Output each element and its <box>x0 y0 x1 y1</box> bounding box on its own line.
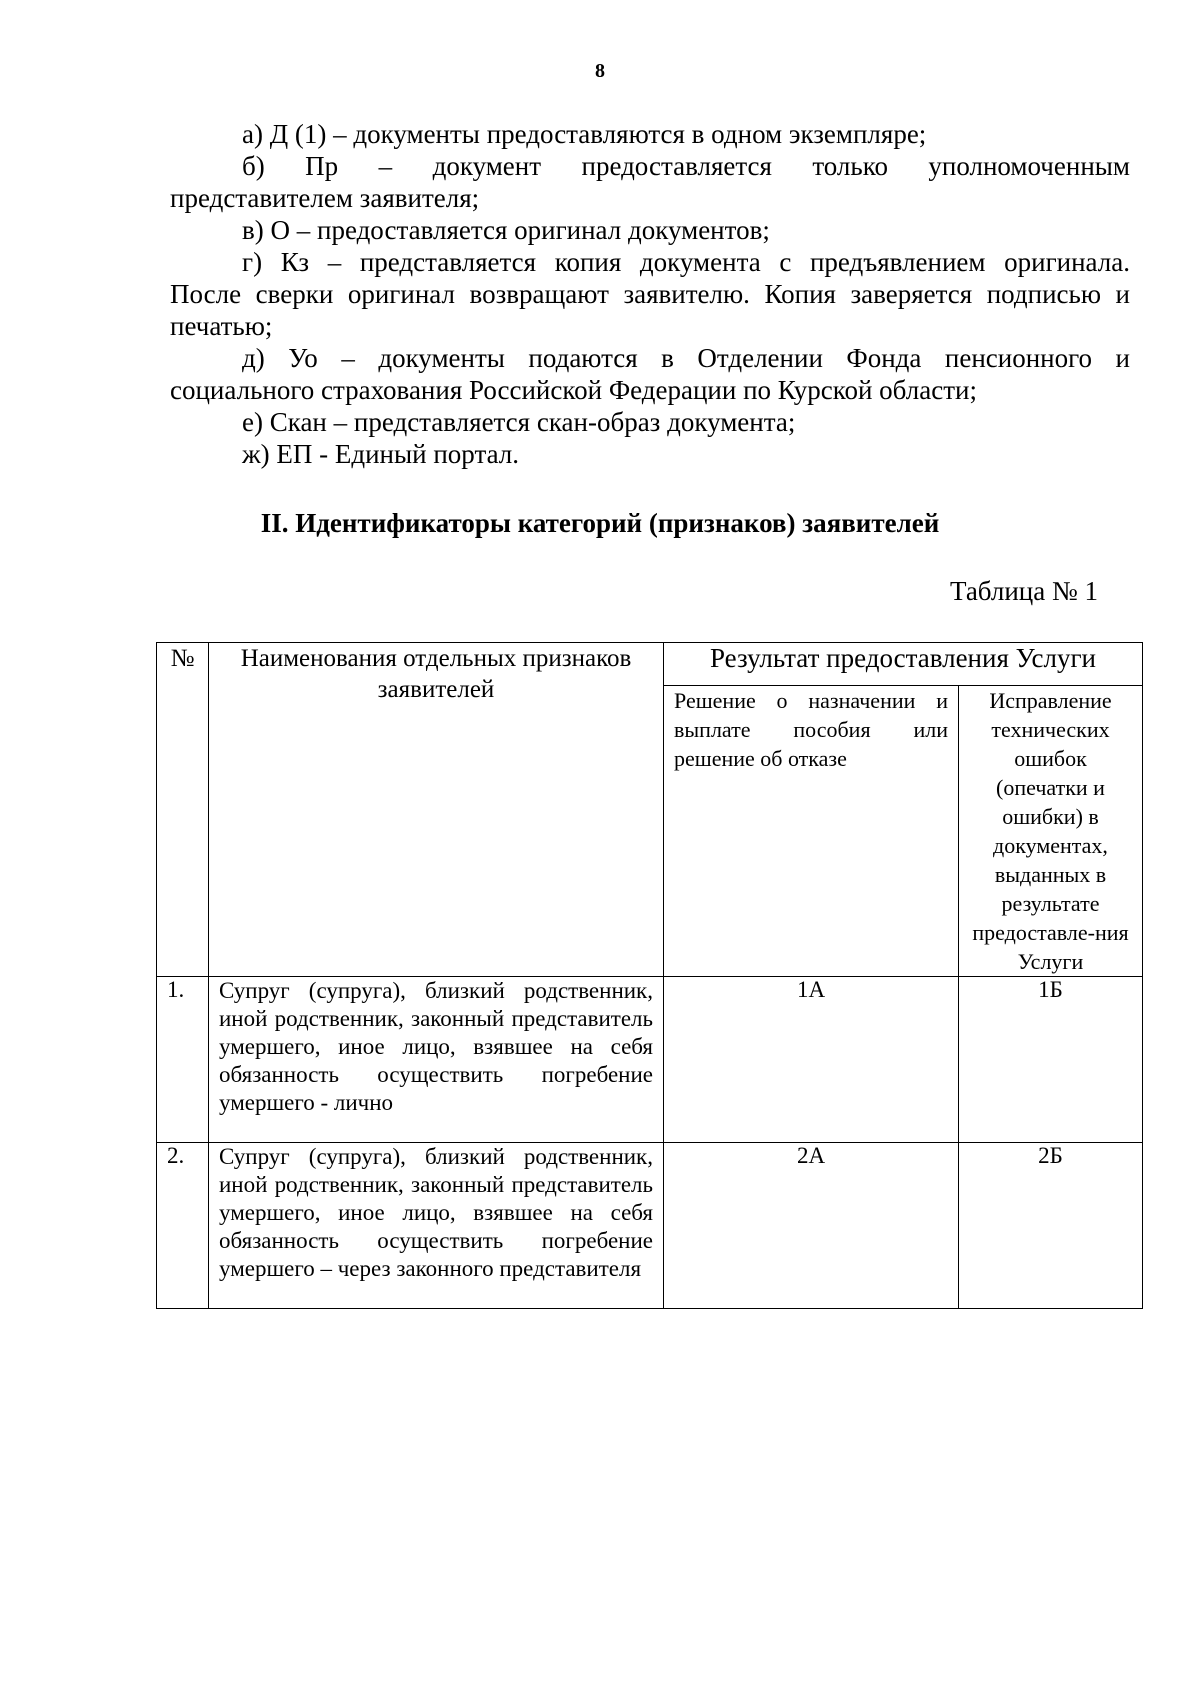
row-code-col1: 1А <box>664 977 959 1143</box>
table-caption: Таблица № 1 <box>950 576 1098 606</box>
section-title: II. Идентификаторы категорий (признаков) заявителей <box>260 508 940 538</box>
table-header-row <box>157 643 1143 686</box>
header-result-col1: Решение о назначении и выплате пособия или решение об отказе <box>664 686 959 977</box>
applicant-categories-table <box>156 642 1143 1309</box>
legend-item-a: а) Д (1) – документы предоставляются в одном экземпляре; <box>242 119 927 149</box>
row-description: Супруг (супруга), близкий родственник, иной родственник, законный представитель умершего, иное лицо, взявшее на себя обязанность осуществить погребение умершего – через законного представителя <box>209 1143 664 1309</box>
legend-item-zh: ж) ЕП - Единый портал. <box>242 439 520 469</box>
legend-item-e: е) Скан – представляется скан-образ документа; <box>242 407 796 437</box>
row-code-col1: 2А <box>664 1143 959 1309</box>
row-number: 1. <box>157 977 209 1143</box>
row-code-col2: 2Б <box>959 1143 1143 1309</box>
legend-item-g-line2: После сверки оригинал возвращают заявителю. Копия заверяется подписью и <box>170 279 1130 309</box>
legend-item-d-line2: социального страхования Российской Федерации по Курской области; <box>170 375 977 405</box>
row-description: Супруг (супруга), близкий родственник, иной родственник, законный представитель умершего, иное лицо, взявшее на себя обязанность осуществить погребение умершего - лично <box>209 977 664 1143</box>
header-result-col2: Исправление технических ошибок (опечатки и ошибки) в документах, выданных в результате предоставле-ния Услуги <box>959 686 1143 977</box>
header-num: № <box>157 643 209 977</box>
table-row <box>157 1143 1143 1309</box>
row-code-col2: 1Б <box>959 977 1143 1143</box>
legend-item-d-line1: д) Уо – документы подаются в Отделении Фонда пенсионного и <box>242 343 1130 373</box>
page-number: 8 <box>595 60 605 82</box>
legend-item-g-line3: печатью; <box>170 311 273 341</box>
legend-item-v: в) О – предоставляется оригинал документов; <box>242 215 770 245</box>
legend-item-b-line1: б) Пр – документ предоставляется только уполномоченным <box>242 151 1130 181</box>
legend-item-b-line2: представителем заявителя; <box>170 183 480 213</box>
header-result: Результат предоставления Услуги <box>664 643 1143 686</box>
header-name: Наименования отдельных признаков заявителей <box>209 643 664 977</box>
table-row <box>157 977 1143 1143</box>
row-number: 2. <box>157 1143 209 1309</box>
legend-item-g-line1: г) Кз – представляется копия документа с предъявлением оригинала. <box>242 247 1130 277</box>
